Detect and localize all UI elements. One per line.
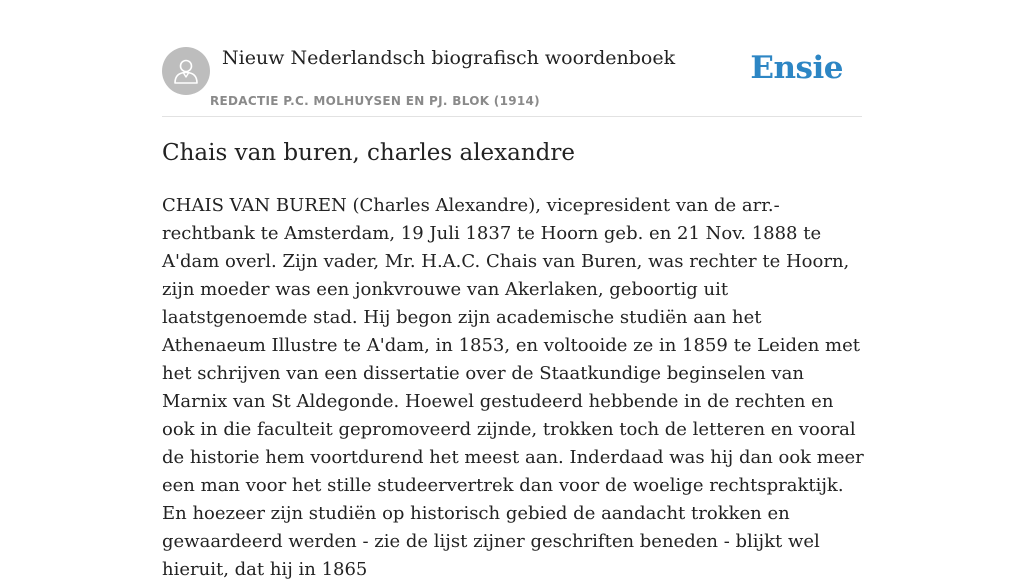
entry-title: Chais van buren, charles alexandre	[162, 140, 575, 166]
book-title[interactable]: Nieuw Nederlandsch biografisch woordenboek	[222, 47, 676, 69]
editors-credit: REDACTIE P.C. MOLHUYSEN EN PJ. BLOK (1914)	[210, 94, 540, 108]
page-header	[162, 44, 862, 117]
ensie-logo[interactable]: Ensie	[750, 50, 843, 86]
author-avatar[interactable]	[162, 47, 210, 95]
user-icon	[171, 56, 201, 86]
entry-body: CHAIS VAN BUREN (Charles Alexandre), vicepresident van de arr.-rechtbank te Amsterdam, 19 Juli 1837 te Hoorn geb. en 21 Nov. 1888 te A'dam overl. Zijn vader, Mr. H.A.C. Chais van Buren, was rechter te Hoorn, zijn moeder was een jonkvrouwe van Akerlaken, geboortig uit laatstgenoemde stad. Hij begon zijn academische studiën aan het Athenaeum Illustre te A'dam, in 1853, en voltooide ze in 1859 te Leiden met het schrijven van een dissertatie over de Staatkundige beginselen van Marnix van St Aldegonde. Hoewel gestudeerd hebbende in de rechten en ook in die faculteit gepromoveerd zijnde, trokken toch de letteren en vooral de historie hem voortdurend het meest aan. Inderdaad was hij dan ook meer een man voor het stille studeervertrek dan voor de woelige rechtspraktijk. En hoezeer zijn studiën op historisch gebied de aandacht trokken en gewaardeerd werden - zie de lijst zijner geschriften beneden - blijkt wel hieruit, dat hij in 1865	[162, 195, 864, 580]
